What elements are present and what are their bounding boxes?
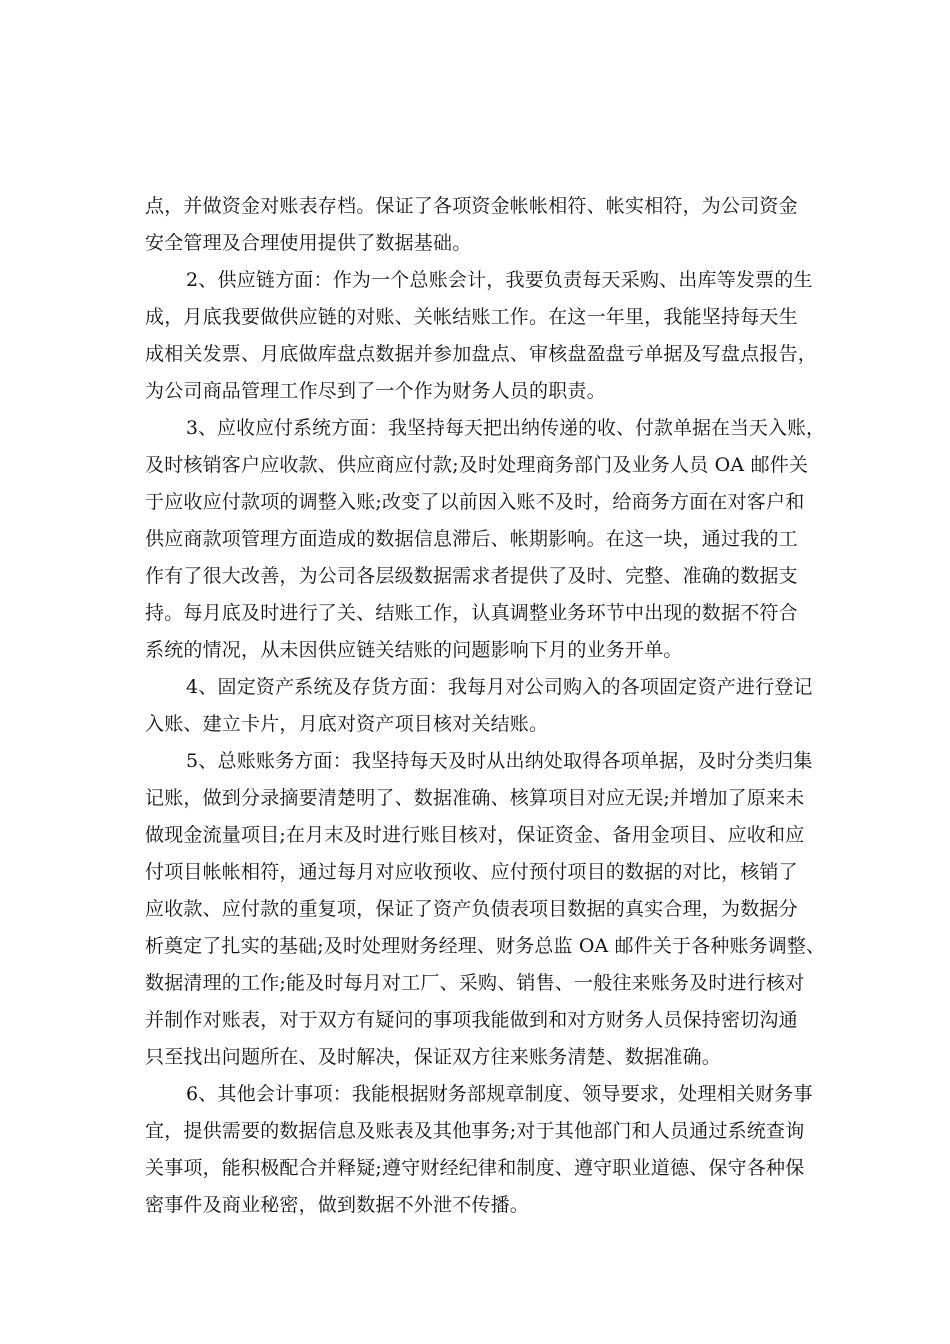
text-line: 析奠定了扎实的基础;及时处理财务经理、财务总监 OA 邮件关于各种账务调整、 (145, 935, 826, 957)
text-line: 密事件及商业秘密，做到数据不外泄不传播。 (145, 1194, 530, 1216)
text-line: 付项目帐帐相符，通过每月对应收预收、应付预付项目的数据的对比，核销了 (145, 861, 798, 883)
text-line: 成，月底我要做供应链的对账、关帐结账工作。在这一年里，我能坚持每天生 (145, 306, 798, 328)
text-line: 关事项，能积极配合并释疑;遵守财经纪律和制度、遵守职业道德、保守各种保 (145, 1157, 805, 1179)
text-line: 做现金流量项目;在月末及时进行账目核对，保证资金、备用金项目、应收和应 (145, 824, 805, 846)
text-line: 6、其他会计事项：我能根据财务部规章制度、领导要求，处理相关财务事 (186, 1083, 813, 1105)
text-line: 数据清理的工作;能及时每月对工厂、采购、销售、一般往来账务及时进行核对 (145, 972, 805, 994)
text-line: 5、总账账务方面：我坚持每天及时从出纳处取得各项单据，及时分类归集 (186, 750, 813, 772)
document-body (145, 188, 825, 1224)
text-line: 只至找出问题所在、及时解决，保证双方往来账务清楚、数据准确。 (145, 1046, 722, 1068)
text-line: 持。每月底及时进行了关、结账工作，认真调整业务环节中出现的数据不符合 (145, 602, 798, 624)
text-line: 于应收应付款项的调整入账;改变了以前因入账不及时，给商务方面在对客户和 (145, 491, 805, 513)
text-line: 宜，提供需要的数据信息及账表及其他事务;对于其他部门和人员通过系统查询 (145, 1120, 805, 1142)
text-line: 及时核销客户应收款、供应商应付款;及时处理商务部门及业务人员 OA 邮件关 (145, 454, 809, 476)
text-line: 3、应收应付系统方面：我坚持每天把出纳传递的收、付款单据在当天入账， (186, 418, 826, 439)
text-line: 4、固定资产系统及存货方面：我每月对公司购入的各项固定资产进行登记 (186, 676, 813, 698)
text-line: 供应商款项管理方面造成的数据信息滞后、帐期影响。在这一块，通过我的工 (145, 528, 798, 550)
text-line: 入账、建立卡片，月底对资产项目核对关结账。 (145, 713, 549, 735)
text-line: 并制作对账表，对于双方有疑问的事项我能做到和对方财务人员保持密切沟通 (145, 1009, 798, 1031)
text-line: 应收款、应付款的重复项，保证了资产负债表项目数据的真实合理，为数据分 (145, 898, 798, 920)
text-line: 点，并做资金对账表存档。保证了各项资金帐帐相符、帐实相符，为公司资金 (145, 195, 798, 217)
text-line: 2、供应链方面：作为一个总账会计，我要负责每天采购、出库等发票的生 (186, 269, 813, 291)
text-line: 成相关发票、月底做库盘点数据并参加盘点、审核盘盈盘亏单据及写盘点报告， (145, 343, 818, 365)
text-line: 系统的情况，从未因供应链关结账的问题影响下月的业务开单。 (145, 639, 683, 661)
text-line: 为公司商品管理工作尽到了一个作为财务人员的职责。 (145, 380, 606, 402)
text-line: 安全管理及合理使用提供了数据基础。 (145, 232, 472, 254)
text-line: 作有了很大改善，为公司各层级数据需求者提供了及时、完整、准确的数据支 (145, 565, 798, 587)
text-line: 记账，做到分录摘要清楚明了、数据准确、核算项目对应无误;并增加了原来未 (145, 787, 805, 809)
